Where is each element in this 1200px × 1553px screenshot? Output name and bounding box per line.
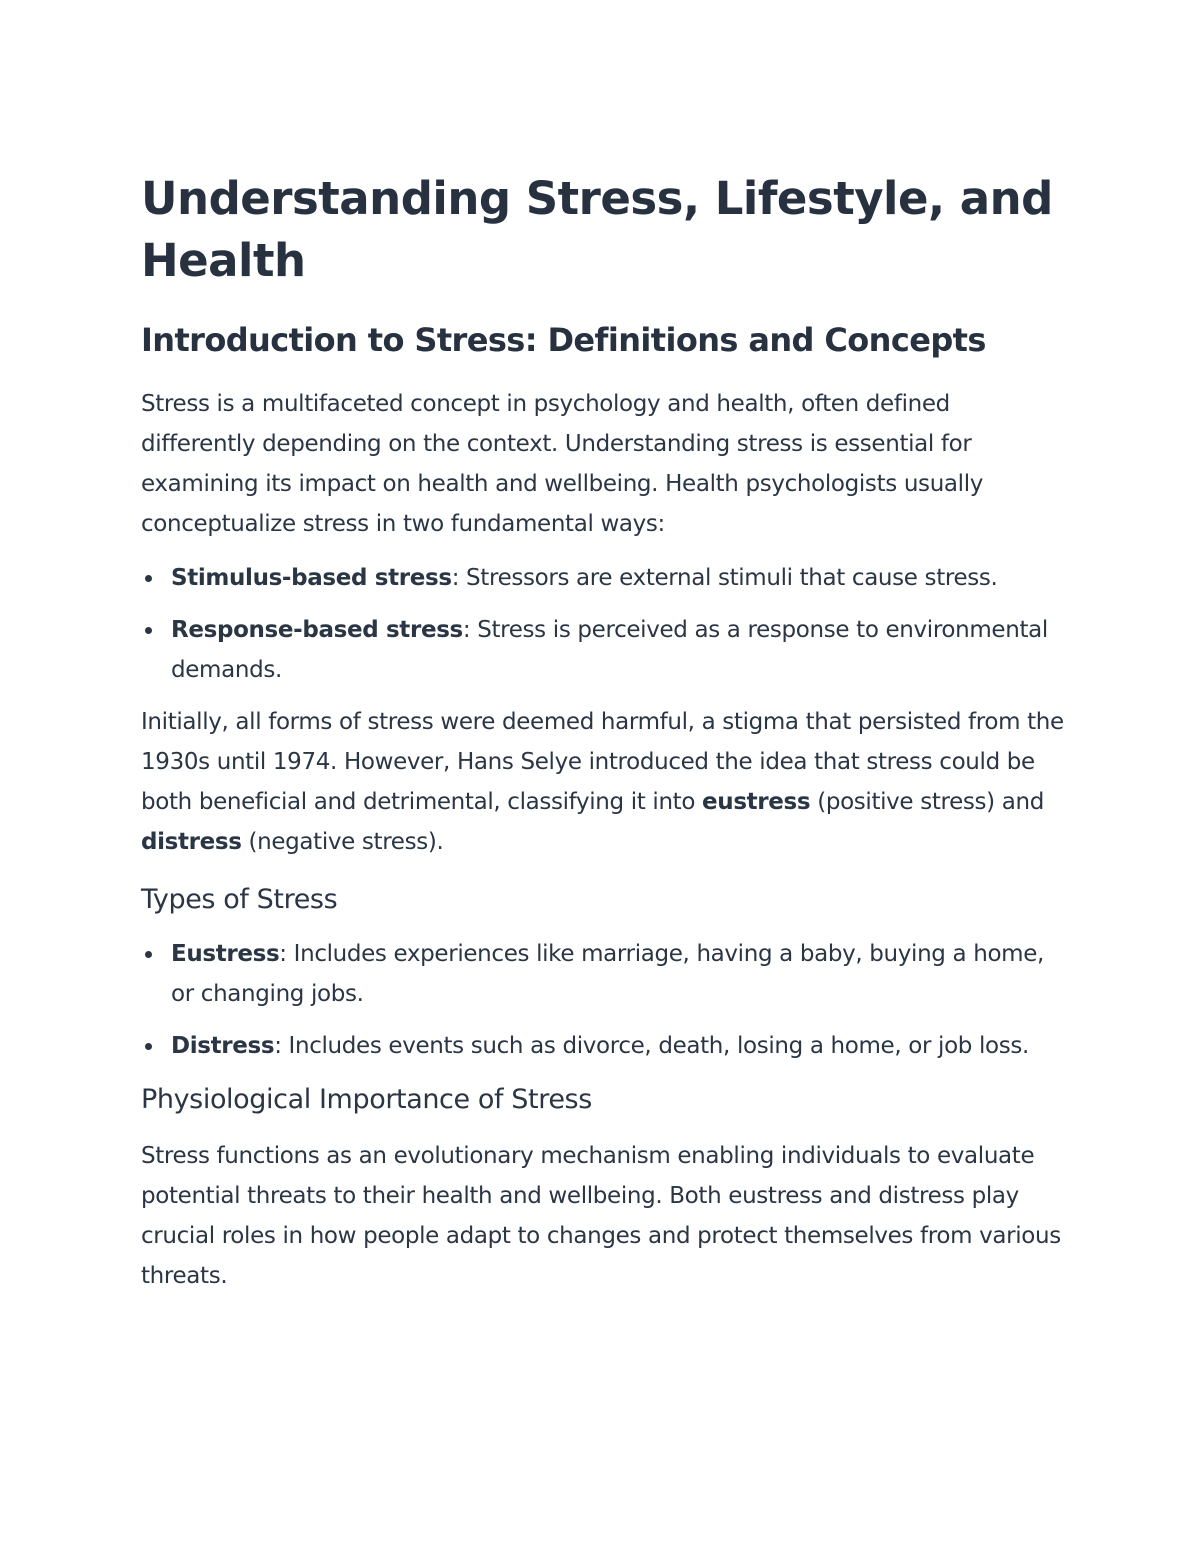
subsection-heading-types: Types of Stress (141, 884, 338, 915)
section-heading-introduction: Introduction to Stress: Definitions and Concepts (141, 321, 986, 359)
stress-types-list (141, 934, 1071, 1066)
list-item-term: Distress (171, 1033, 275, 1059)
list-item-text: : Includes experiences like marriage, having a baby, buying a home, or changing jobs. (171, 941, 1044, 1007)
history-text: Initially, all forms of stress were deemed harmful, a stigma that persisted from the 1930s until 1974. However, Hans Selye introduced the idea that stress could be both beneficial and detrimental, classifying it into (141, 709, 1064, 815)
physiological-paragraph: Stress functions as an evolutionary mechanism enabling individuals to evaluate potential threats to their health and wellbeing. Both eustress and distress play crucial roles in how people adapt to changes and protect themselves from various threats. (141, 1143, 1061, 1289)
history-text: (negative stress). (241, 829, 444, 855)
eustress-term: eustress (702, 789, 811, 815)
intro-paragraph: Stress is a multifaceted concept in psychology and health, often defined differently depending on the context. Understanding stress is essential for examining its impact on health and wellbeing. Health psychologists usually conceptualize stress in two fundamental ways: (141, 391, 984, 537)
list-item-text: : Stressors are external stimuli that cause stress. (451, 565, 998, 591)
history-text: (positive stress) and (810, 789, 1044, 815)
distress-term: distress (141, 829, 242, 855)
list-item-term: Stimulus-based stress (171, 565, 452, 591)
subsection-heading-physiological: Physiological Importance of Stress (141, 1084, 592, 1115)
list-item-text: : Includes events such as divorce, death, losing a home, or job loss. (274, 1033, 1030, 1059)
document-title: Understanding Stress, Lifestyle, and Health (141, 172, 1053, 287)
list-item (141, 610, 1071, 690)
document-page (141, 168, 1071, 1296)
history-paragraph (141, 702, 1071, 862)
stress-concepts-list (141, 558, 1071, 690)
list-item-term: Response-based stress (171, 617, 463, 643)
list-item (141, 1026, 1071, 1066)
list-item-text: : Stress is perceived as a response to environmental demands. (171, 617, 1048, 683)
list-item (141, 934, 1071, 1014)
list-item-term: Eustress (171, 941, 280, 967)
list-item (141, 558, 1071, 598)
